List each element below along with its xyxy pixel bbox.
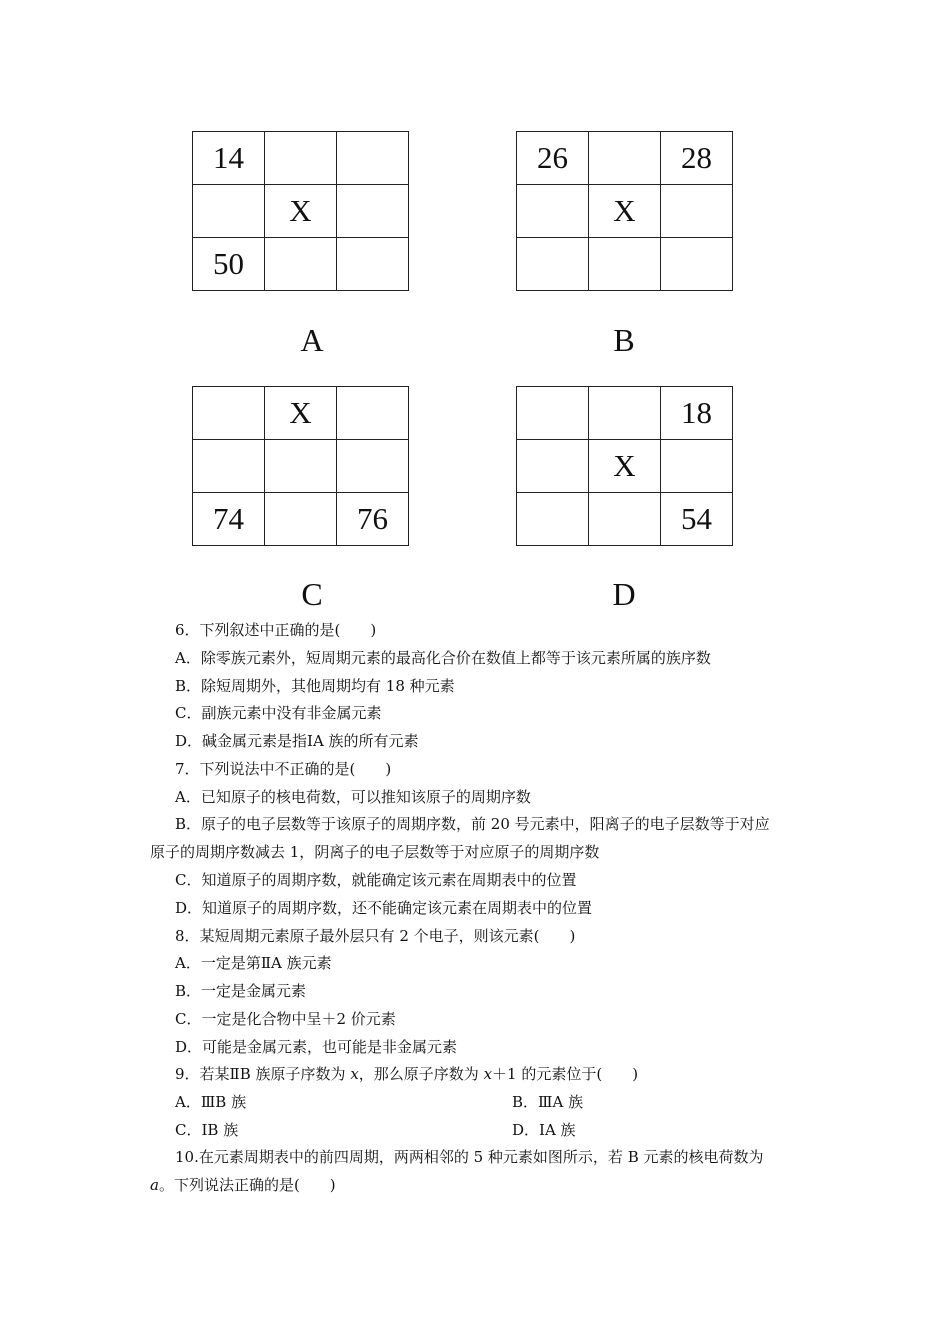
grid-c [192,386,409,546]
q7-option-c: C．知道原子的周期序数，就能确定该元素在周期表中的位置 [175,871,577,889]
grid-d [516,386,733,546]
q8-stem: 8．某短周期元素原子最外层只有 2 个电子，则该元素( ) [175,927,576,945]
q9-stem-mid: ，那么原子序数为 [358,1065,484,1083]
grid-cell [337,440,409,493]
q8-option-a: A．一定是第ⅡA 族元素 [175,954,332,972]
grid-cell [265,440,337,493]
q9-var-x1: x [483,1065,493,1083]
grid-cell: 18 [661,387,733,440]
grid-cell [589,493,661,546]
grid-cell [517,440,589,493]
grid-cell [517,185,589,238]
grid-cell: X [589,185,661,238]
grid-label-d: D [612,576,636,612]
grid-cell [589,132,661,185]
grid-cell: 26 [517,132,589,185]
grid-cell [661,440,733,493]
grid-a [192,131,409,291]
grid-b [516,131,733,291]
grid-cell [265,493,337,546]
grid-cell [517,493,589,546]
q6-option-b: B．除短周期外，其他周期均有 18 种元素 [175,677,455,695]
q7-stem: 7．下列说法中不正确的是( ) [175,760,392,778]
q10-stem-pre: 10.在元素周期表中的前四周期，两两相邻的 5 种元素如图所示，若 B 元素的核电荷数为 [175,1148,764,1166]
q9-option-d: D．ⅠA 族 [512,1121,576,1139]
grid-cell [589,387,661,440]
grid-cell [589,238,661,291]
q6-option-d: D．碱金属元素是指ⅠA 族的所有元素 [175,732,419,750]
q10-var-a: a [150,1176,159,1194]
q6-stem: 6．下列叙述中正确的是( ) [175,621,377,639]
grid-label-a: A [300,322,324,358]
grid-cell: 54 [661,493,733,546]
q9-stem [175,1064,638,1084]
grid-cell [337,132,409,185]
grid-cell: 74 [193,493,265,546]
grid-cell [517,238,589,291]
q8-option-d: D．可能是金属元素，也可能是非金属元素 [175,1038,458,1056]
q9-stem-post: ＋1 的元素位于( ) [492,1065,639,1083]
q10-stem [150,1143,782,1199]
grid-cell [661,238,733,291]
grid-cell [517,387,589,440]
grid-cell: 50 [193,238,265,291]
q10-stem-post: 。下列说法正确的是( ) [158,1176,336,1194]
grid-cell: X [265,387,337,440]
grid-cell [193,185,265,238]
grid-cell [337,387,409,440]
grid-cell [337,238,409,291]
grid-cell [661,185,733,238]
grid-cell: 14 [193,132,265,185]
q6-option-c: C．副族元素中没有非金属元素 [175,704,382,722]
q7-option-b: B．原子的电子层数等于该原子的周期序数，前 20 号元素中，阳离子的电子层数等于对应原子的周期序数减去 1，阴离子的电子层数等于对应原子的周期序数 [150,815,770,861]
grid-cell [265,238,337,291]
q7-option-a: A．已知原子的核电荷数，可以推知该原子的周期序数 [175,788,531,806]
q9-stem-pre: 9．若某ⅡB 族原子序数为 [175,1065,351,1083]
grid-cell: 76 [337,493,409,546]
grid-cell: X [265,185,337,238]
q6-option-a: A．除零族元素外，短周期元素的最高化合价在数值上都等于该元素所属的族序数 [175,649,711,667]
grid-label-c: C [301,576,323,612]
grid-cell [265,132,337,185]
q7-option-d: D．知道原子的周期序数，还不能确定该元素在周期表中的位置 [175,899,593,917]
q9-option-c: C．ⅠB 族 [175,1121,239,1139]
grid-cell: 28 [661,132,733,185]
grid-cell: X [589,440,661,493]
q8-option-c: C．一定是化合物中呈＋2 价元素 [175,1010,396,1028]
grid-cell [337,185,409,238]
q9-var-x: x [350,1065,359,1083]
grid-label-b: B [613,322,635,358]
grid-cell [193,440,265,493]
q8-option-b: B．一定是金属元素 [175,982,307,1000]
grid-cell [193,387,265,440]
q9-option-a: A．ⅢB 族 [175,1093,247,1111]
q9-option-b: B．ⅢA 族 [512,1093,584,1111]
